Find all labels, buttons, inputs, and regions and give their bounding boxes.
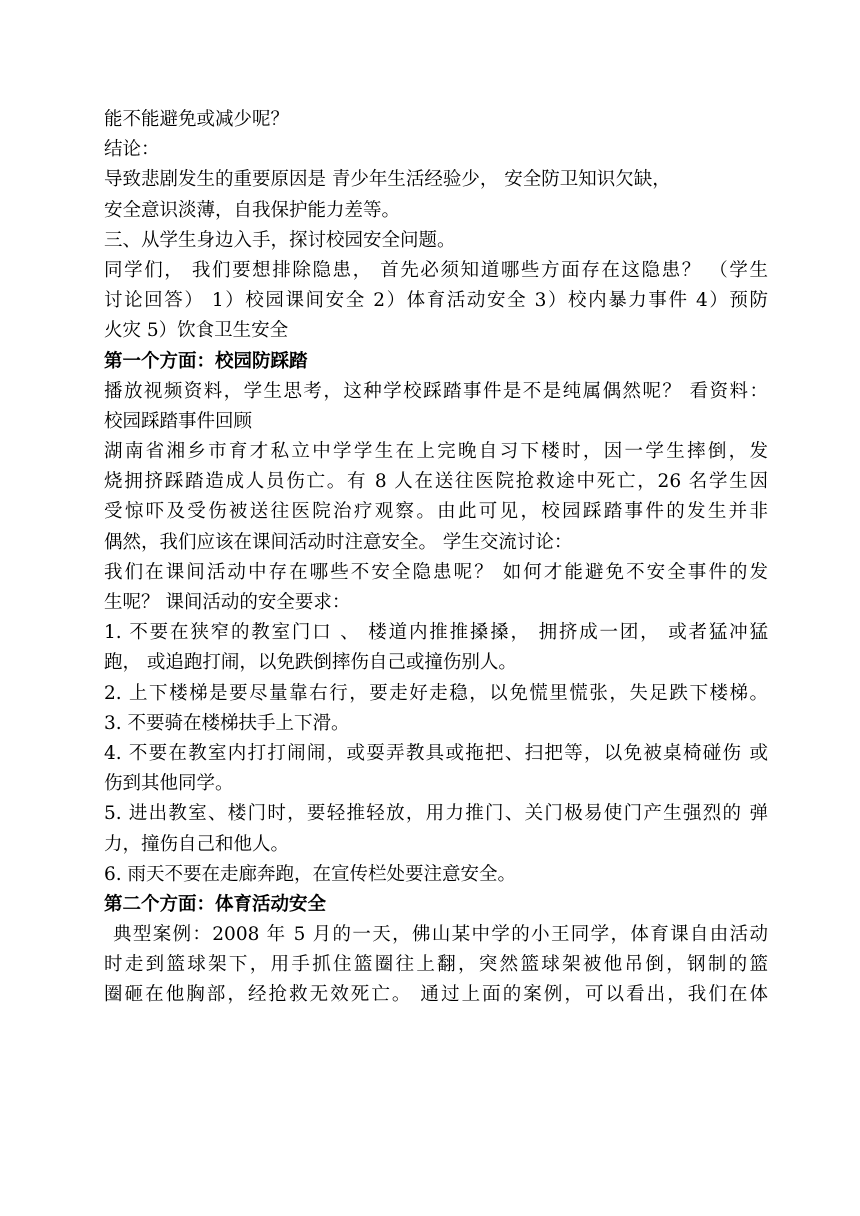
conclusion-label: 结论： — [104, 139, 160, 161]
body-text-line: 烧拥挤踩踏造成人员伤亡。有 8 人在送往医院抢救途中死亡，26 名学生因 — [104, 471, 768, 493]
rule-item-5-cont: 力，撞伤自己和他人。 — [104, 833, 290, 855]
body-text-line: 我们在课间活动中存在哪些不安全隐患呢？ 如何才能避免不安全事件的发 — [104, 561, 768, 583]
case-text-line: 典型案例：2008 年 5 月的一天，佛山某中学的小王同学，体育课自由活动 — [113, 924, 768, 946]
heading-sports-safety: 第二个方面：体育活动安全 — [104, 893, 327, 915]
body-text-line: 偶然，我们应该在课间活动时注意安全。 学生交流讨论： — [104, 531, 573, 553]
section-title-line: 三、从学生身边入手，探讨校园安全问题。 — [104, 229, 456, 251]
body-text-line: 能不能避免或减少呢？ — [104, 109, 290, 130]
body-text-line: 播放视频资料，学生思考，这种学校踩踏事件是不是纯属偶然呢？ 看资料： — [104, 380, 768, 402]
body-text-line: 安全意识淡薄，自我保护能力差等。 — [104, 199, 401, 221]
body-text-line: 受惊吓及受伤被送往医院治疗观察。由此可见，校园踩踏事件的发生并非 — [104, 501, 768, 523]
case-text-line: 圈砸在他胸部，经抢救无效死亡。 通过上面的案例，可以看出，我们在体 — [104, 984, 768, 1006]
rule-item-4-cont: 伤到其他同学。 — [104, 773, 234, 795]
heading-campus-stampede: 第一个方面：校园防踩踏 — [104, 350, 308, 372]
body-text-line: 同学们， 我们要想排除隐患， 首先必须知道哪些方面存在这隐患？ （学生 — [104, 259, 768, 281]
body-text-line: 导致悲剧发生的重要原因是 青少年生活经验少， 安全防卫知识欠缺， — [104, 169, 671, 191]
case-text-line: 时走到篮球架下，用手抓住篮圈往上翻，突然篮球架被他吊倒，钢制的篮 — [104, 954, 768, 976]
document-page — [104, 105, 768, 1011]
rule-item-1-cont: 跑， 或追跑打闹，以免跌倒摔伤自己或撞伤别人。 — [104, 652, 517, 674]
rule-item-1: 1. 不要在狭窄的教室门口 、 楼道内推推搡搡， 拥挤成一团， 或者猛冲猛 — [104, 622, 768, 644]
body-text-line: 校园踩踏事件回顾 — [104, 410, 253, 432]
body-text-line: 湖南省湘乡市育才私立中学学生在上完晚自习下楼时，因一学生摔倒，发 — [104, 441, 768, 463]
rule-item-5: 5. 进出教室、楼门时，要轻推轻放，用力推门、关门极易使门产生强烈的 弹 — [104, 803, 768, 825]
rule-item-3: 3. 不要骑在楼梯扶手上下滑。 — [104, 712, 350, 734]
rule-item-2: 2. 上下楼梯是要尽量靠右行，要走好走稳，以免慌里慌张，失足跌下楼梯。 — [104, 682, 768, 704]
rule-item-6: 6. 雨天不要在走廊奔跑，在宣传栏处要注意安全。 — [104, 863, 517, 885]
rule-item-4: 4. 不要在教室内打打闹闹，或耍弄教具或拖把、扫把等，以免被桌椅碰伤 或 — [104, 742, 768, 764]
body-text-line: 火灾 5）饮食卫生安全 — [104, 320, 289, 342]
body-text-line: 讨论回答） 1）校园课间安全 2）体育活动安全 3）校内暴力事件 4）预防 — [104, 290, 768, 312]
body-text-line: 生呢？ 课间活动的安全要求： — [104, 592, 351, 613]
